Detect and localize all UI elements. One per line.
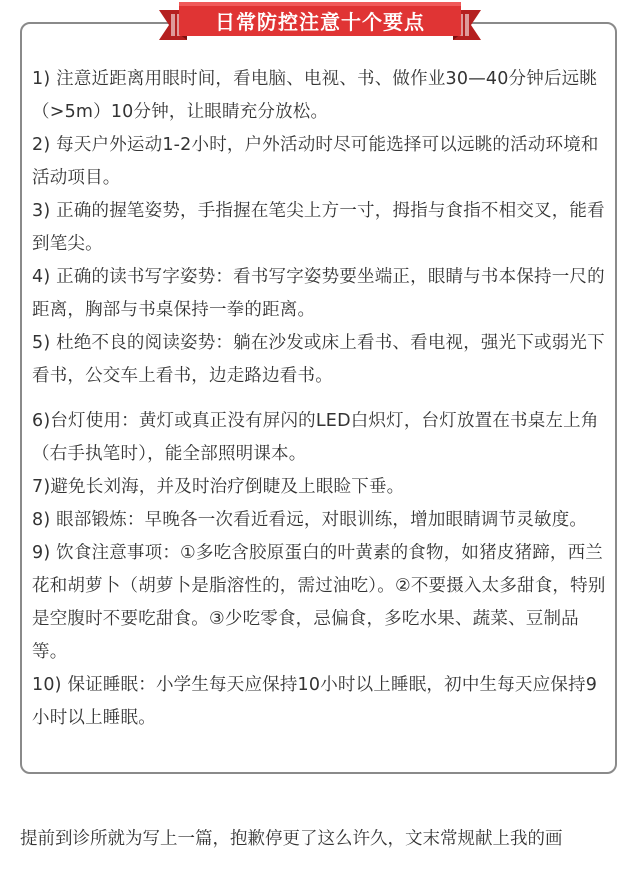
- tip-item: 4) 正确的读书写字姿势：看书写字姿势要坐端正，眼睛与书本保持一尺的距离，胸部与书桌保持一拳的距离。: [32, 267, 605, 320]
- tip-item: 8) 眼部锻炼：早晚各一次看近看远，对眼训练，增加眼睛调节灵敏度。: [32, 510, 588, 530]
- banner-title: 日常防控注意十个要点: [215, 10, 425, 34]
- tips-list: [32, 63, 612, 735]
- tip-item: 10) 保证睡眠：小学生每天应保持10小时以上睡眠，初中生每天应保持9小时以上睡眠。: [32, 675, 598, 728]
- footer-note: 提前到诊所就为写上一篇，抱歉停更了这么许久，文末常规献上我的画: [20, 829, 563, 849]
- tip-item: 3) 正确的握笔姿势，手指握在笔尖上方一寸，拇指与食指不相交叉，能看到笔尖。: [32, 201, 605, 254]
- tip-item: 5) 杜绝不良的阅读姿势：躺在沙发或床上看书、看电视，强光下或弱光下看书，公交车上看书，边走路边看书。: [32, 333, 605, 386]
- tip-item: 1) 注意近距离用眼时间，看电脑、电视、书、做作业30—40分钟后远眺（>5m）10分钟，让眼睛充分放松。: [32, 69, 598, 122]
- tip-item: 6)台灯使用：黄灯或真正没有屏闪的LED白炽灯，台灯放置在书桌左上角（右手执笔时），能全部照明课本。: [32, 411, 599, 464]
- tip-item: 7)避免长刘海，并及时治疗倒睫及上眼睑下垂。: [32, 477, 405, 497]
- tip-item: 9) 饮食注意事项：①多吃含胶原蛋白的叶黄素的食物，如猪皮猪蹄，西兰花和胡萝卜（胡萝卜是脂溶性的，需过油吃）。②不要摄入太多甜食，特别是空腹时不要吃甜食。③少吃零食，忌偏食，多吃水果、蔬菜、豆制品等。: [32, 543, 606, 662]
- tip-item: 2) 每天户外运动1-2小时，户外活动时尽可能选择可以远眺的活动环境和活动项目。: [32, 135, 599, 188]
- title-banner: [157, 0, 483, 44]
